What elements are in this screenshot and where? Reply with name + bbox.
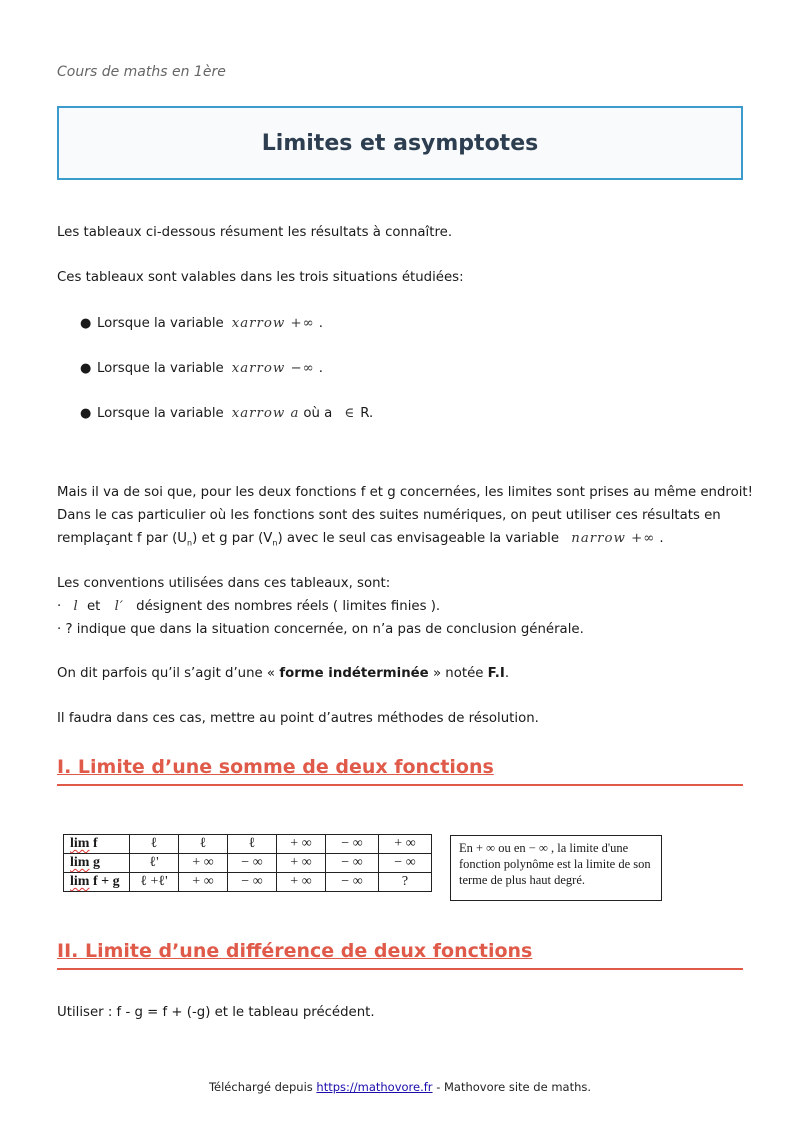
subscript: n: [272, 538, 278, 548]
para-text: ) et g par (V: [192, 531, 273, 546]
table-cell: + ∞: [277, 873, 326, 892]
section-1-heading: I. Limite d’une somme de deux fonctions: [57, 756, 743, 786]
para-line-3: [57, 528, 664, 555]
table-cell: − ∞: [326, 835, 379, 854]
para-line-1: Mais il va de soi que, pour les deux fonctions f et g concernées, les limites sont prises au même endroit!: [57, 485, 753, 500]
bullet-icon: ●: [80, 316, 92, 331]
situation-label: Lorsque la variable: [97, 406, 224, 421]
element-of-symbol: ∈: [344, 406, 355, 421]
row-header-text: g: [89, 855, 100, 870]
table-cell: − ∞: [326, 854, 379, 873]
lim-word: lim: [70, 836, 90, 851]
intro-paragraph-1: Les tableaux ci-dessous résument les résultats à connaître.: [57, 225, 453, 240]
math-expression: xarrow +∞: [231, 316, 315, 331]
row-header: [64, 835, 130, 854]
situation-end: R.: [360, 406, 374, 421]
math-expression: xarrow a: [231, 406, 300, 421]
table-cell: + ∞: [379, 835, 432, 854]
footer-text: - Mathovore site de maths.: [436, 1080, 592, 1094]
para-text: remplaçant f par (U: [57, 531, 188, 546]
table-cell: + ∞: [277, 854, 326, 873]
fi-text: .: [504, 666, 510, 681]
math-l: l: [73, 599, 79, 614]
situation-end: .: [318, 316, 323, 331]
table-cell: − ∞: [379, 854, 432, 873]
list-item: [80, 358, 373, 403]
title-box: [57, 106, 743, 180]
math-lprime: l′: [114, 599, 124, 614]
fi-abbrev: F.I: [487, 666, 505, 681]
para-line-2: Dans le cas particulier où les fonctions sont des suites numériques, on peut utiliser ces résultats en: [57, 508, 721, 523]
section-2-heading: II. Limite d’une différence de deux fonctions: [57, 940, 743, 970]
table-cell: ℓ: [130, 835, 179, 854]
para-text: .: [659, 531, 664, 546]
sum-limits-table: [63, 834, 432, 892]
table-row: [64, 835, 432, 854]
fi-text: On dit parfois qu’il s’agit d’une «: [57, 666, 276, 681]
bullet-text: ·: [57, 599, 62, 614]
footer-link[interactable]: https://mathovore.fr: [316, 1080, 433, 1094]
table-cell: ℓ: [228, 835, 277, 854]
methods-paragraph: Il faudra dans ces cas, mettre au point d’autres méthodes de résolution.: [57, 711, 539, 726]
conventions-desc: désignent des nombres réels ( limites finies ).: [136, 599, 441, 614]
situation-label: Lorsque la variable: [97, 361, 224, 376]
list-item: [80, 403, 373, 448]
table-cell: + ∞: [179, 873, 228, 892]
section-2-text: Utiliser : f - g = f + (-g) et le tableau précédent.: [57, 1005, 375, 1020]
fi-bold: forme indéterminée: [279, 666, 429, 681]
bullet-icon: ●: [80, 361, 92, 376]
list-item: [80, 313, 373, 358]
para-text: ) avec le seul cas envisageable la variable: [277, 531, 560, 546]
fi-paragraph: [57, 663, 509, 685]
table-row: [64, 854, 432, 873]
conj-text: et: [86, 599, 101, 614]
footer: [0, 1080, 800, 1094]
math-expression: xarrow −∞: [231, 361, 315, 376]
intro-paragraph-2: Ces tableaux sont valables dans les trois situations étudiées:: [57, 270, 464, 285]
course-label: Cours de maths en 1ère: [57, 64, 226, 80]
row-header: [64, 873, 130, 892]
table-cell: ℓ': [130, 854, 179, 873]
situation-label: Lorsque la variable: [97, 316, 224, 331]
conventions-intro: Les conventions utilisées dans ces tableaux, sont:: [57, 576, 391, 591]
situation-end: .: [318, 361, 323, 376]
fi-text: » notée: [432, 666, 484, 681]
situation-mid: où a: [303, 406, 333, 421]
table-cell: ?: [379, 873, 432, 892]
table-row: [64, 873, 432, 892]
row-header-text: f: [89, 836, 98, 851]
table-cell: ℓ +ℓ': [130, 873, 179, 892]
lim-word: lim: [70, 874, 90, 889]
lim-word: lim: [70, 855, 90, 870]
subscript: n: [187, 538, 193, 548]
page-title: Limites et asymptotes: [261, 130, 539, 156]
situations-list: [80, 313, 373, 448]
table-cell: − ∞: [326, 873, 379, 892]
math-expression: narrow +∞: [571, 531, 656, 546]
table-cell: + ∞: [277, 835, 326, 854]
polynomial-note: En + ∞ ou en − ∞ , la limite d'une fonction polynôme est la limite de son terme de plus haut degré.: [450, 835, 662, 901]
table-cell: ℓ: [179, 835, 228, 854]
row-header-text: f + g: [89, 874, 120, 889]
conventions-reals: [57, 596, 440, 618]
table-cell: + ∞: [179, 854, 228, 873]
bullet-icon: ●: [80, 406, 92, 421]
footer-text: Téléchargé depuis: [208, 1080, 313, 1094]
row-header: [64, 854, 130, 873]
conventions-question: · ? indique que dans la situation concernée, on n’a pas de conclusion générale.: [57, 622, 584, 637]
table-cell: − ∞: [228, 854, 277, 873]
table-cell: − ∞: [228, 873, 277, 892]
